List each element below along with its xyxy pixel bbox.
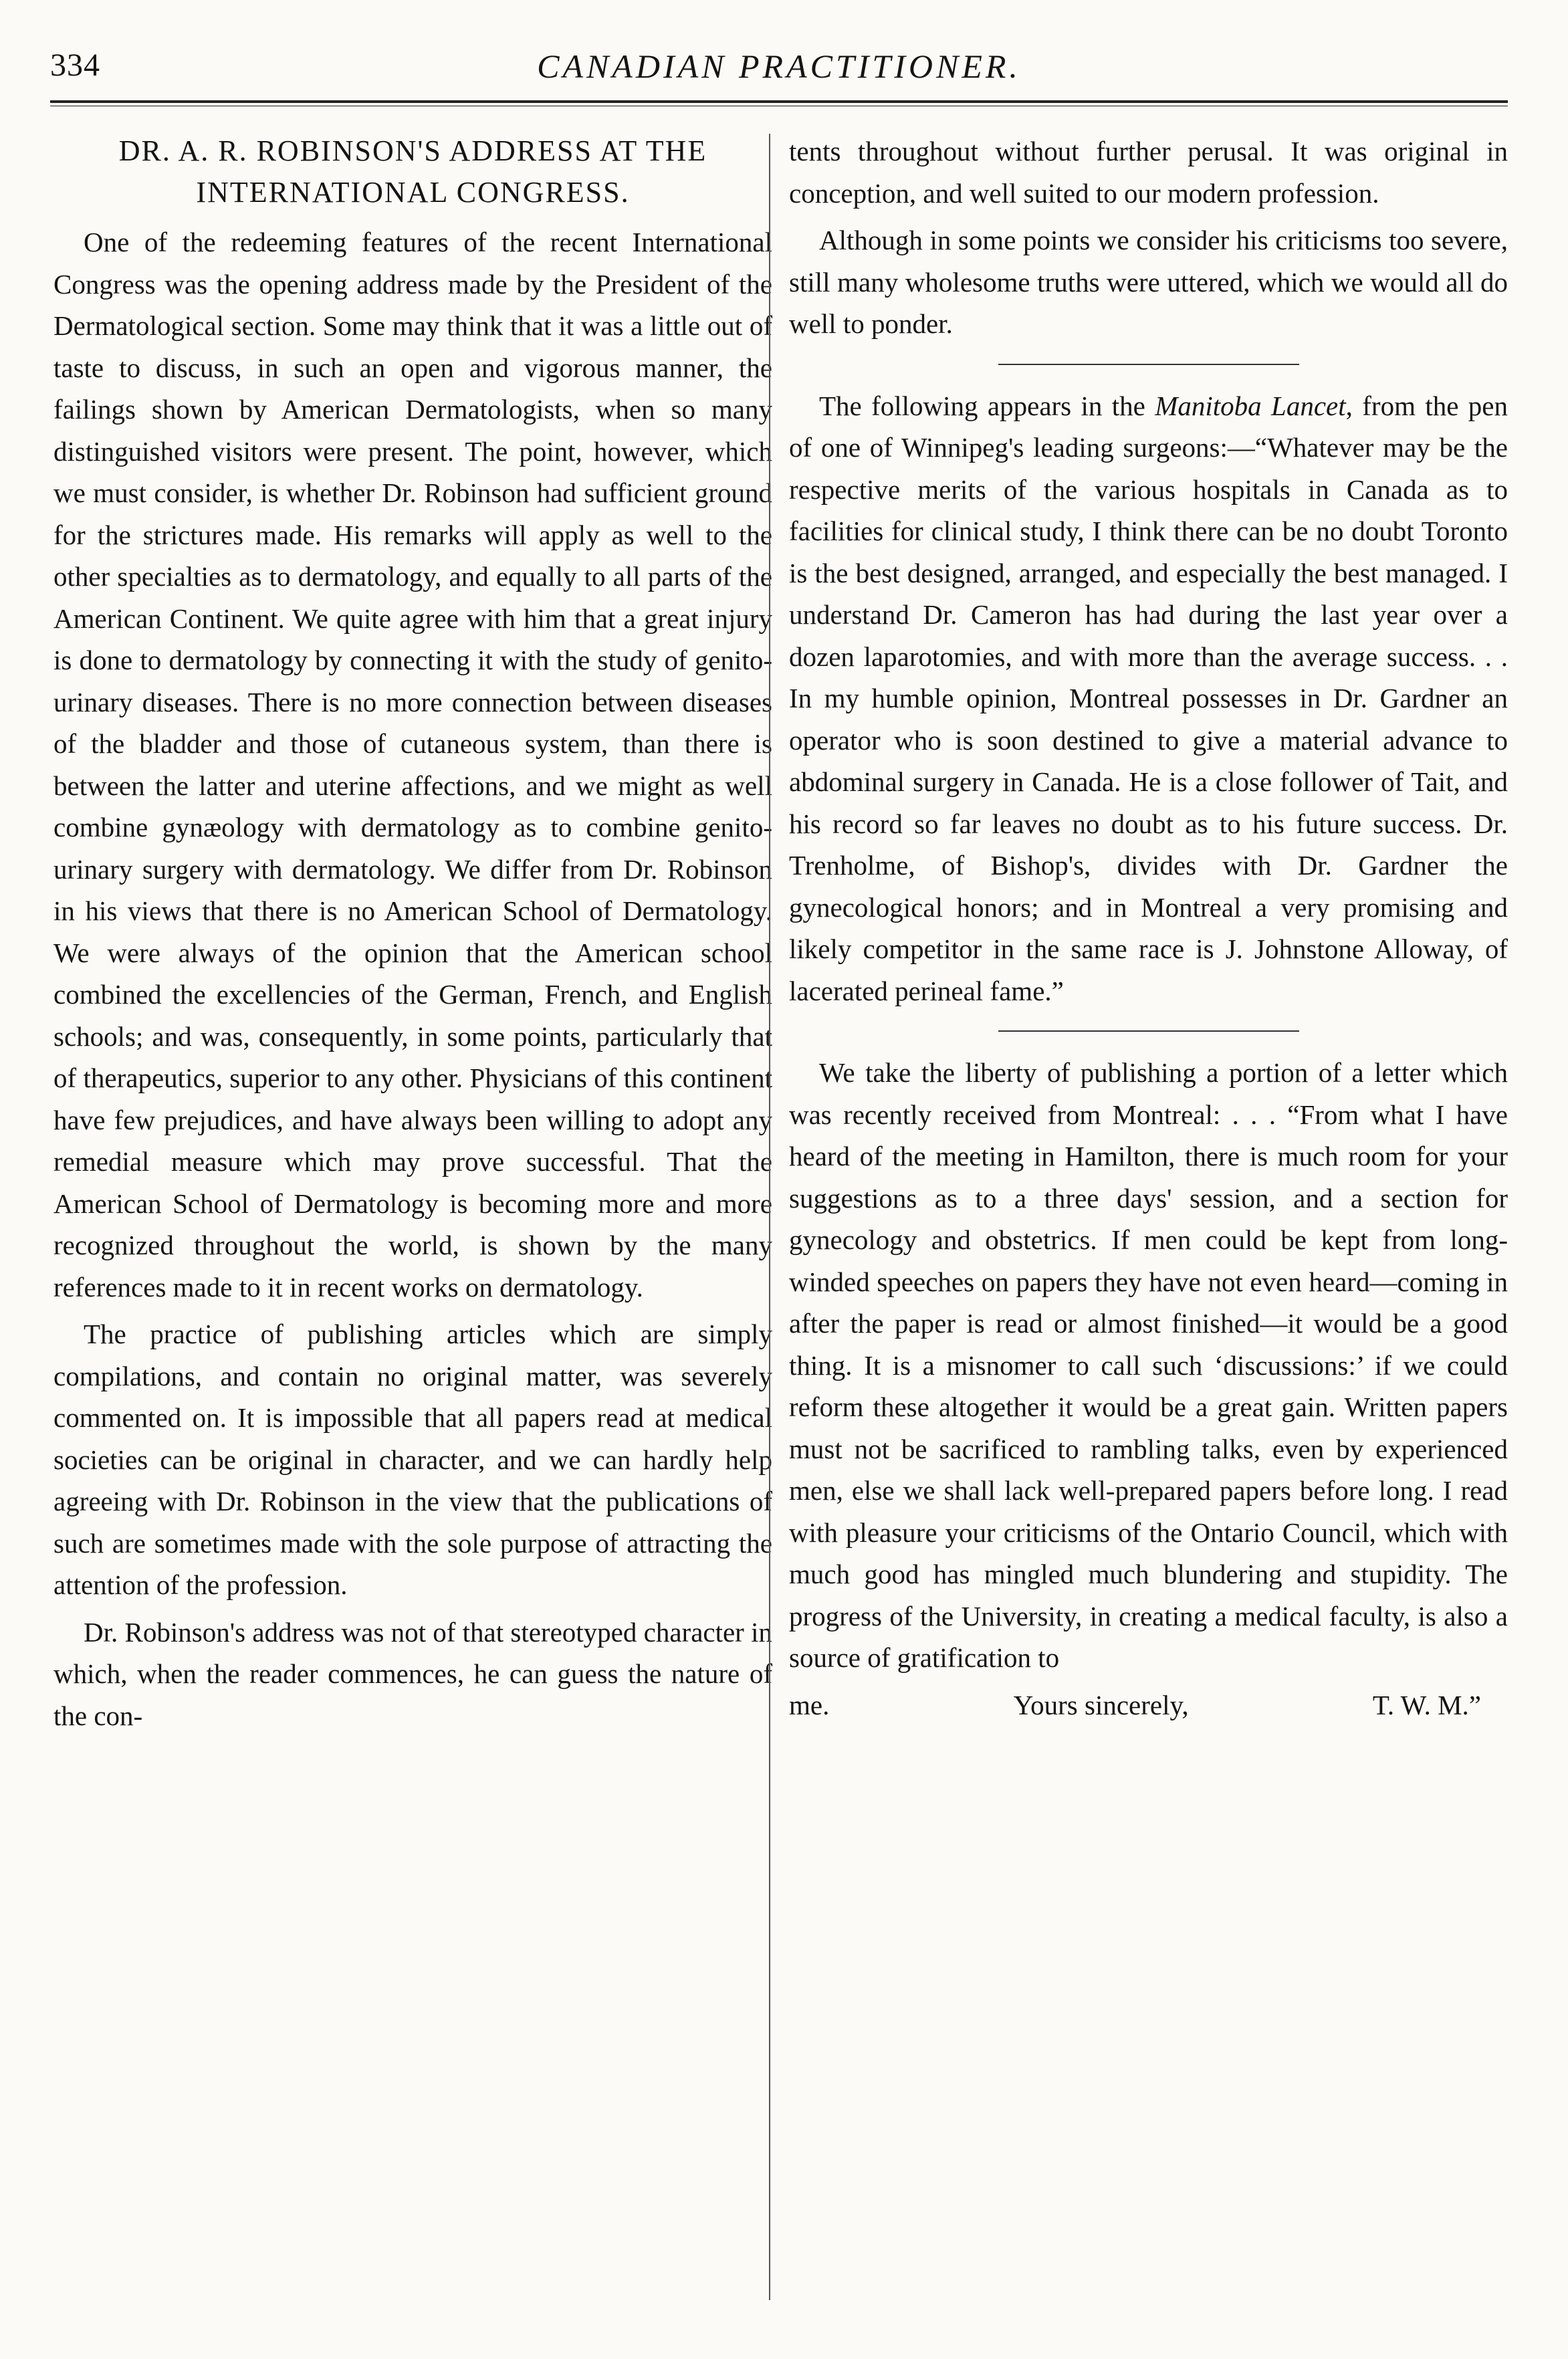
manitoba-quote: , from the pen of one of Winnipeg's leading surgeons:—“Whatever may be the respective merits of the various hospitals in Canada as to facilities for clinical study, I think there can be no doubt Toronto is the best designed, arranged, and especially the best managed. I understand Dr. Cameron has had during the last year over a dozen laparotomies, and with more than the average success. . . In my humble opinion, Montreal possesses in Dr. Gardner an operator who is soon destined to give a material advance to abdominal surgery in Canada. He is a close follower of Tait, and his record so far leaves no doubt as to his future success. Dr. Trenholme, of Bishop's, divides with Dr. Gardner the gynecological honors; and in Montreal a very promising and likely competitor in the same race is J. Johnstone Alloway, of lacerated perineal fame.” xyxy=(789,390,1508,1006)
article-paragraph: The practice of publishing articles which are simply compilations, and contain no original matter, was severely commented on. It is impossible that all papers read at medical societies can be original in character, and we can hardly help agreeing with Dr. Robinson in the view that the publications of such are sometimes made with the sole purpose of attracting the attention of the profession. xyxy=(53,1319,772,1600)
left-column xyxy=(53,130,772,1742)
signoff-initials: T. W. M.” xyxy=(1372,1689,1481,1720)
article-paragraph: Dr. Robinson's address was not of that stereotyped character in which, when the reader commences, he can guess the nature of the con- xyxy=(53,1616,772,1731)
running-head: CANADIAN PRACTITIONER. xyxy=(537,47,1021,85)
article-paragraph: One of the redeeming features of the recent International Congress was the opening address made by the President of the Dermatological section. Some may think that it was a little out of taste to discuss, in such an open and vigorous manner, the failings shown by American Dermatologists, when so many distinguished visitors were present. The point, however, which we must consider, is whether Dr. Robinson had sufficient ground for the strictures made. His remarks will apply as well to the other specialties as to dermatology, and equally to all parts of the American Continent. We quite agree with him that a great injury is done to dermatology by connecting it with the study of genito-urinary diseases. There is no more connection between diseases of the bladder and those of cutaneous system, than there is between the latter and uterine affections, and we might as well combine gynæology with dermatology as to combine genito-urinary surgery with dermatology. We differ from Dr. Robinson in his views that there is no American School of Dermatology. We were always of the opinion that the American school combined the excellencies of the German, French, and English schools; and was, consequently, in some points, particularly that of therapeutics, superior to any other. Physicians of this continent have few prejudices, and have always been willing to adopt any remedial measure which may prove successful. That the American School of Dermatology is becoming more and more recognized throughout the world, is shown by the many references made to it in recent works on dermatology. xyxy=(53,227,772,1303)
page-number: 334 xyxy=(50,47,100,83)
manitoba-intro: The following appears in the xyxy=(819,390,1155,421)
section-rule xyxy=(998,364,1299,365)
letter-signoff xyxy=(789,1684,1508,1726)
article-paragraph: Although in some points we consider his criticisms too severe, still many wholesome truths were uttered, which we would all do well to ponder. xyxy=(789,225,1508,339)
right-column xyxy=(789,130,1508,1731)
header-rule xyxy=(50,100,1508,106)
letter-paragraph: We take the liberty of publishing a portion of a letter which was recently received from Montreal: . . . “From what I have heard of the meeting in Hamilton, there is much room for your suggestions as to a three days' session, and a section for gynecology and obstetrics. If men could be kept from long-winded speeches on papers they have not even heard—coming in after the paper is read or almost finished—it would be a good thing. It is a misnomer to call such ‘discussions:’ if we could reform these altogether it would be a great gain. Written papers must not be sacrificed to rambling talks, even by experienced men, else we shall lack well-prepared papers before long. I read with pleasure your criticisms of the Ontario Council, which with much good has mingled much blundering and stupidity. The progress of the University, in creating a medical faculty, is also a source of gratification to xyxy=(789,1057,1508,1673)
manitoba-paragraph xyxy=(789,385,1508,1012)
page-header xyxy=(50,47,1508,94)
signoff-yours: Yours sincerely, xyxy=(1013,1689,1189,1720)
signoff-me: me. xyxy=(789,1689,830,1720)
column-divider xyxy=(769,134,770,2300)
journal-name: Manitoba Lancet xyxy=(1155,390,1346,421)
article-continuation: tents throughout without further perusal. It was original in conception, and well suited to our modern profession. xyxy=(789,136,1508,209)
section-rule xyxy=(998,1030,1299,1032)
article-title: DR. A. R. ROBINSON'S ADDRESS AT THE INTERNATIONAL CONGRESS. xyxy=(118,134,707,209)
